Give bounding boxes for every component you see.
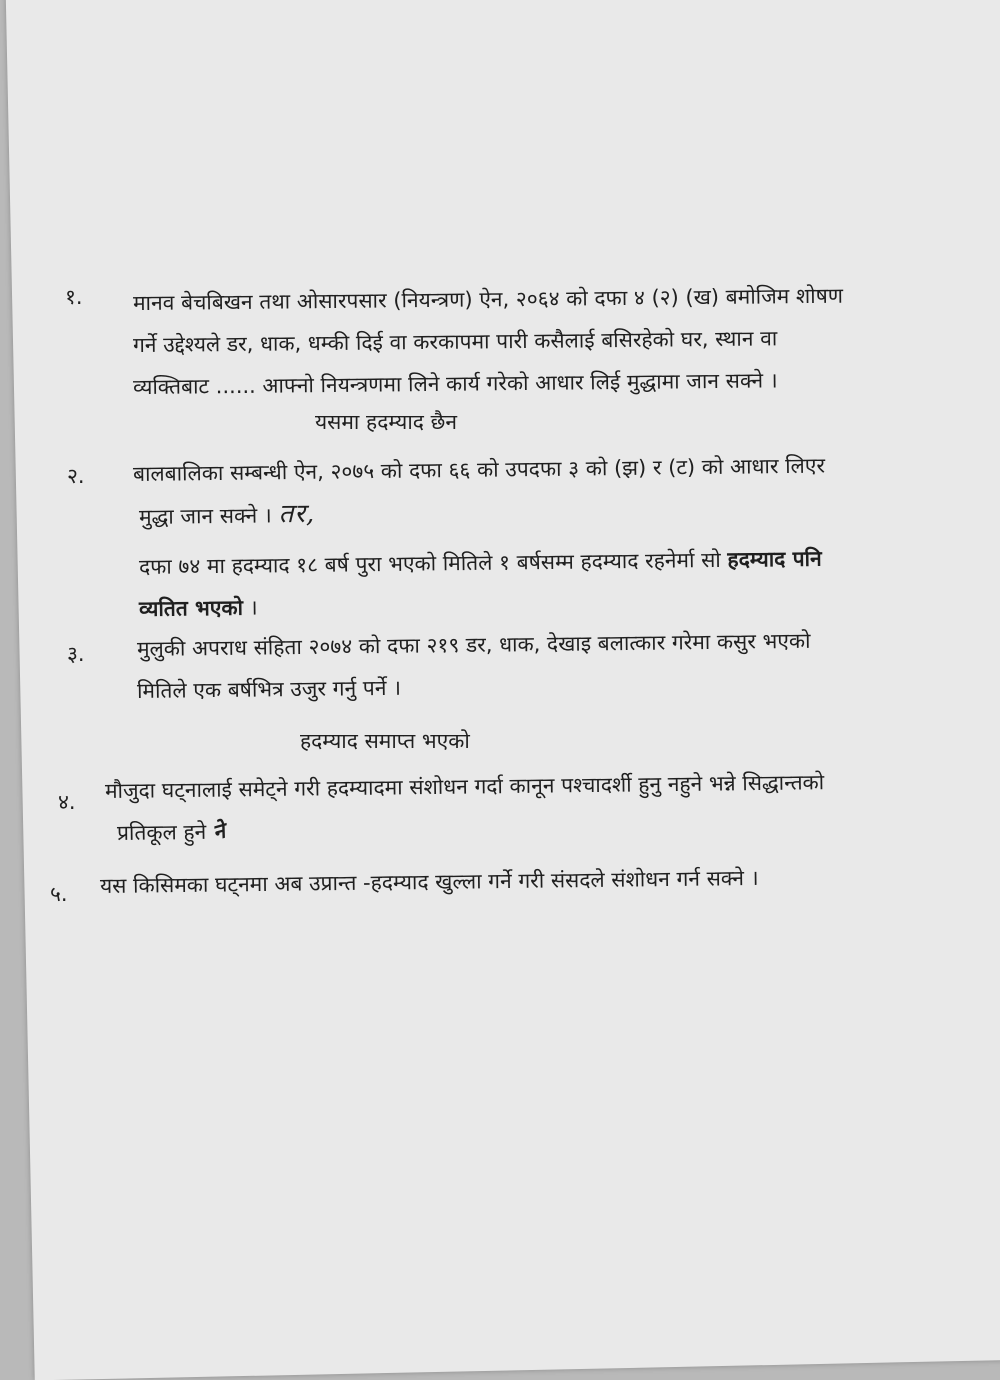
item-1-number: १. — [65, 285, 83, 309]
item-1-text — [133, 278, 918, 404]
item-3-number: ३. — [67, 642, 85, 666]
item-1-line-3: व्यक्तिबाट ...... आफ्नो नियन्त्रणमा लिने कार्य गरेको आधार लिई मुद्धामा जान सक्ने । — [132, 368, 778, 400]
item-2-line-1: बालबालिका सम्बन्धी ऐन, २०७५ को दफा ६६ को उपदफा ३ को (झ) र (ट) को आधार लिएर — [132, 453, 826, 486]
item-5-number: ५. — [50, 882, 68, 906]
item-4-line-2 — [117, 802, 935, 854]
item-5-line-1: यस किसिमका घट्नमा अब उप्रान्त -हदम्याद खुल्ला गर्ने गरी संसदले संशोधन गर्न सक्ने । — [99, 865, 759, 898]
item-4-line-2-text: प्रतिकूल हुने — [116, 819, 207, 845]
item-3-text — [137, 628, 927, 712]
item-3-note: हदम्याद समाप्त भएको — [300, 729, 470, 753]
item-2-line-4-end: । — [242, 595, 258, 620]
handwritten-note: तर, — [278, 498, 316, 530]
item-4-text — [105, 770, 935, 854]
item-5-text — [100, 865, 920, 907]
item-1-line-1: मानव बेचबिखन तथा ओसारपसार (नियन्त्रण) ऐन, २०६४ को दफा ४ (२) (ख) बमोजिम शोषण — [132, 283, 844, 316]
item-3-line-2: मितिले एक बर्षभित्र उजुर गर्नु पर्ने । — [136, 675, 402, 703]
handwritten-mark: ने — [209, 817, 228, 845]
item-2-text — [133, 453, 933, 630]
item-2-line-2 — [139, 485, 933, 538]
item-2-line-2-text: मुद्धा जान सक्ने । — [138, 503, 272, 529]
item-4-number: ४. — [58, 790, 76, 814]
item-2-line-3-text: दफा ७४ मा हदम्याद १८ बर्ष पुरा भएको मितिले १ बर्षसम्म हदम्याद रहनेर्मा सो — [138, 547, 721, 579]
item-4-line-1: मौजुदा घट्नालाई समेट्ने गरी हदम्यादमा संशोधन गर्दा कानून पश्चादर्शी हुनु नहुने भन्ने सिद्धान्तको — [104, 770, 825, 803]
item-2-line-3-bold: हदम्याद पनि — [727, 546, 822, 572]
item-2-line-4-bold: व्यतित भएको — [138, 595, 244, 621]
item-2-number: २. — [67, 464, 85, 488]
item-3-line-1: मुलुकी अपराध संहिता २०७४ को दफा २१९ डर, धाक, देखाइ बलात्कार गरेमा कसुर भएको — [136, 628, 811, 661]
item-1-note: यसमा हदम्याद छैन — [315, 410, 457, 434]
item-1-line-2: गर्ने उद्देश्यले डर, धाक, धम्की दिई वा करकापमा पारी कसैलाई बसिरहेको घर, स्थान वा — [132, 326, 778, 358]
